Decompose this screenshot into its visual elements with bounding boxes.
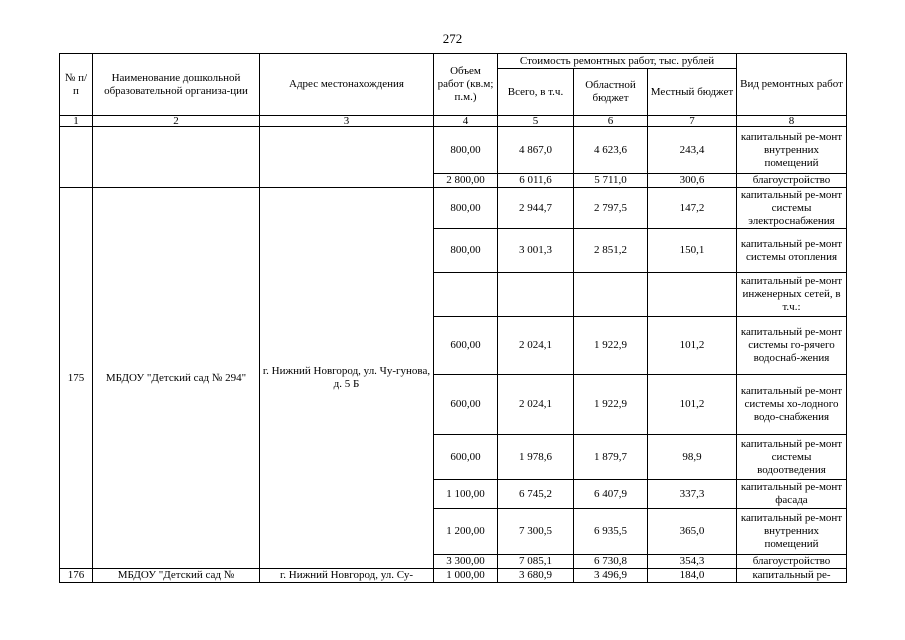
column-number: 8 xyxy=(737,116,847,127)
total-cell: 3 001,3 xyxy=(498,229,574,273)
table-row xyxy=(60,127,847,174)
regional-cell: 6 407,9 xyxy=(574,480,648,509)
type-cell: капитальный ре-монт системы водоотведения xyxy=(737,435,847,480)
regional-cell: 2 797,5 xyxy=(574,188,648,229)
header-regional: Областной бюджет xyxy=(574,69,648,116)
total-cell: 2 024,1 xyxy=(498,375,574,435)
column-number: 6 xyxy=(574,116,648,127)
repair-works-table xyxy=(59,53,847,583)
organization-name: МБДОУ "Детский сад № 294" xyxy=(93,188,260,569)
header-total: Всего, в т.ч. xyxy=(498,69,574,116)
column-number: 7 xyxy=(648,116,737,127)
column-number: 1 xyxy=(60,116,93,127)
local-cell: 354,3 xyxy=(648,555,737,569)
local-cell xyxy=(648,273,737,317)
volume-cell: 600,00 xyxy=(434,317,498,375)
column-number: 4 xyxy=(434,116,498,127)
header-cost-group: Стоимость ремонтных работ, тыс. рублей xyxy=(498,54,737,69)
total-cell xyxy=(498,273,574,317)
regional-cell: 6 730,8 xyxy=(574,555,648,569)
regional-cell: 6 935,5 xyxy=(574,509,648,555)
header-address: Адрес местонахождения xyxy=(260,54,434,116)
volume-cell: 1 100,00 xyxy=(434,480,498,509)
volume-cell: 3 300,00 xyxy=(434,555,498,569)
regional-cell: 3 496,9 xyxy=(574,569,648,583)
type-cell: капитальный ре-монт фасада xyxy=(737,480,847,509)
local-cell: 98,9 xyxy=(648,435,737,480)
volume-cell: 1 200,00 xyxy=(434,509,498,555)
type-cell: капитальный ре-монт внутренних помещений xyxy=(737,127,847,174)
total-cell: 2 944,7 xyxy=(498,188,574,229)
regional-cell: 5 711,0 xyxy=(574,174,648,188)
volume-cell: 1 000,00 xyxy=(434,569,498,583)
regional-cell: 4 623,6 xyxy=(574,127,648,174)
total-cell: 1 978,6 xyxy=(498,435,574,480)
volume-cell: 800,00 xyxy=(434,229,498,273)
type-cell: капитальный ре- xyxy=(737,569,847,583)
type-cell: благоустройство xyxy=(737,555,847,569)
regional-cell: 1 879,7 xyxy=(574,435,648,480)
local-cell: 300,6 xyxy=(648,174,737,188)
local-cell: 147,2 xyxy=(648,188,737,229)
prev-address-cell xyxy=(260,127,434,188)
type-cell: капитальный ре-монт системы отопления xyxy=(737,229,847,273)
header-type: Вид ремонтных работ xyxy=(737,54,847,116)
total-cell: 6 745,2 xyxy=(498,480,574,509)
total-cell: 4 867,0 xyxy=(498,127,574,174)
header-num: № п/п xyxy=(60,54,93,116)
local-cell: 184,0 xyxy=(648,569,737,583)
volume-cell: 2 800,00 xyxy=(434,174,498,188)
page-number: 272 xyxy=(442,31,463,46)
local-cell: 150,1 xyxy=(648,229,737,273)
regional-cell xyxy=(574,273,648,317)
volume-cell xyxy=(434,273,498,317)
local-cell: 337,3 xyxy=(648,480,737,509)
local-cell: 243,4 xyxy=(648,127,737,174)
total-cell: 2 024,1 xyxy=(498,317,574,375)
type-cell: капитальный ре-монт инженерных сетей, в т.ч.: xyxy=(737,273,847,317)
regional-cell: 2 851,2 xyxy=(574,229,648,273)
column-number: 3 xyxy=(260,116,434,127)
regional-cell: 1 922,9 xyxy=(574,375,648,435)
prev-num-cell xyxy=(60,127,93,188)
volume-cell: 800,00 xyxy=(434,188,498,229)
row-number: 175 xyxy=(60,188,93,569)
local-cell: 365,0 xyxy=(648,509,737,555)
header-name: Наименование дошкольной образовательной организа-ции xyxy=(93,54,260,116)
header-volume: Объем работ (кв.м; п.м.) xyxy=(434,54,498,116)
local-cell: 101,2 xyxy=(648,317,737,375)
total-cell: 7 085,1 xyxy=(498,555,574,569)
organization-address: г. Нижний Новгород, ул. Су- xyxy=(260,569,434,583)
type-cell: капитальный ре-монт внутренних помещений xyxy=(737,509,847,555)
regional-cell: 1 922,9 xyxy=(574,317,648,375)
header-local: Местный бюджет xyxy=(648,69,737,116)
local-cell: 101,2 xyxy=(648,375,737,435)
total-cell: 3 680,9 xyxy=(498,569,574,583)
type-cell: благоустройство xyxy=(737,174,847,188)
prev-name-cell xyxy=(93,127,260,188)
volume-cell: 600,00 xyxy=(434,375,498,435)
row-number: 176 xyxy=(60,569,93,583)
organization-name: МБДОУ "Детский сад № xyxy=(93,569,260,583)
volume-cell: 600,00 xyxy=(434,435,498,480)
table-row xyxy=(60,188,847,229)
total-cell: 7 300,5 xyxy=(498,509,574,555)
type-cell: капитальный ре-монт системы го-рячего водоснаб-жения xyxy=(737,317,847,375)
type-cell: капитальный ре-монт системы хо-лодного водо-снабжения xyxy=(737,375,847,435)
column-number: 5 xyxy=(498,116,574,127)
column-number: 2 xyxy=(93,116,260,127)
total-cell: 6 011,6 xyxy=(498,174,574,188)
volume-cell: 800,00 xyxy=(434,127,498,174)
table-row xyxy=(60,569,847,583)
organization-address: г. Нижний Новгород, ул. Чу-гунова, д. 5 Б xyxy=(260,188,434,569)
type-cell: капитальный ре-монт системы электроснабжения xyxy=(737,188,847,229)
